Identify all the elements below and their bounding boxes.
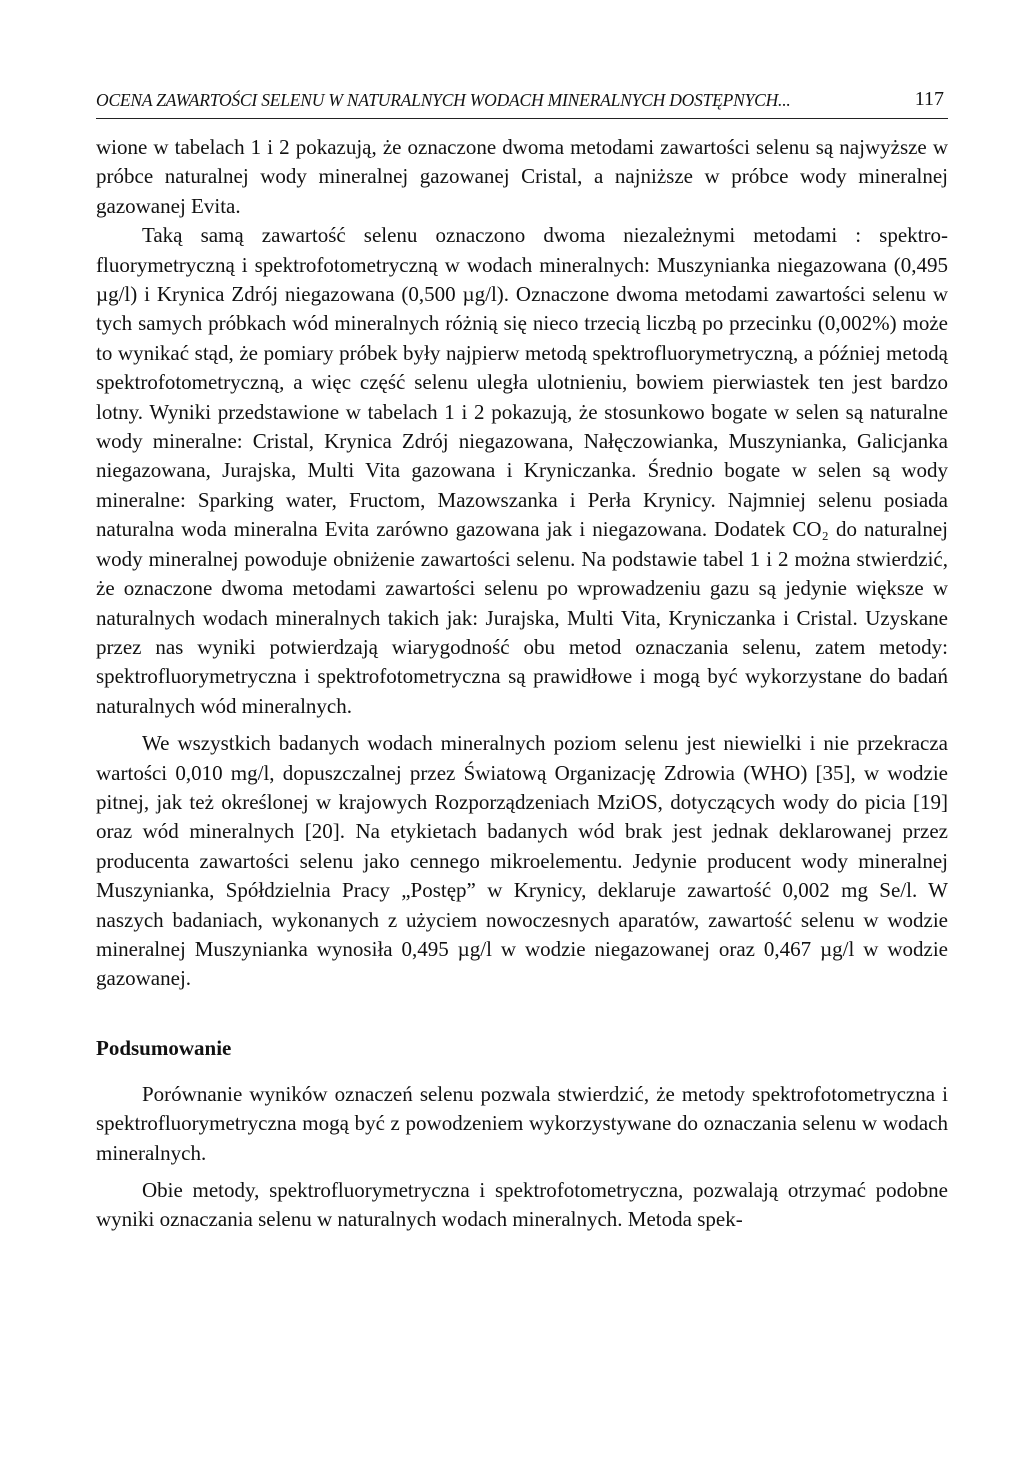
summary-section (96, 1080, 948, 1235)
summary-paragraph-1: Porównanie wyników oznaczeń selenu pozwala stwierdzić, że metody spektrofotometryczna i spektrofluorymetryczna mogą być z powodzeniem wykorzystywane do oznaczania selenu w wodach mineralnych. (96, 1081, 948, 1165)
document-page (96, 84, 948, 1235)
paragraph-who-limits: We wszystkich badanych wodach mineralnych poziom selenu jest niewielki i nie przekracza wartości 0,010 mg/l, dopuszczalnej przez Światową Organizację Zdrowia (WHO) [35], w wodzie pitnej, jak też określonej w krajowych Rozporządzeniach MziOS, dotyczących wody do picia [19] oraz wód mineralnych [20]. Na etykietach badanych wód brak jest jednak deklarowanej przez producenta zawartości selenu jako cennego mikroelementu. Jedynie producent wody mineralnej Muszynianka, Spółdzielnia Pracy „Postęp” w Krynicy, deklaruje zawartość 0,002 mg Se/l. W naszych badaniach, wykonanych z użyciem nowoczesnych aparatów, zawartość selenu w wodzie mineralnej Muszynianka wynosiła 0,495 µg/l w wodzie niegazowanej oraz 0,467 µg/l w wodzie gazowanej. (96, 731, 948, 991)
paragraph-methods-comparison: Taką samą zawartość selenu oznaczono dwoma niezależnymi metodami : spektrofluorymetryczną i spektrofotometryczną w wodach mineralnych: Muszynianka niegazowana (0,495 µg/l) i Krynica Zdrój niegazowana (0,500 µg/l). Oznaczone dwoma metodami zawartości selenu w tych samych próbkach wód mineralnych różnią się nieco trzecią liczbą po przecinku (0,002%) może to wynikać stąd, że pomiary próbek były najpierw metodą spektrofluorymetryczną, a później metodą spektrofotometryczną, a więc część selenu uległa ulotnieniu, bowiem pierwiastek ten jest bardzo lotny. Wyniki przedstawione w tabelach 1 i 2 pokazują, że stosunkowo bogate w selen są naturalne wody mineralne: Cristal, Krynica Zdrój niegazowana, Nałęczowianka, Muszynianka, Galicjanka niegazowana, Jurajska, Multi Vita gazowana i Kryniczanka. Średnio bogate w selen są wody mineralne: Sparking water, Fructom, Mazowszanka i Perła Krynicy. Najmniej selenu posiada naturalna woda mineralna Evita zarówno gazowana jak i niegazowana. Dodatek CO₂ do naturalnej wody mineralnej powoduje obniżenie zawartości selenu. Na podstawie tabel 1 i 2 można stwierdzić, że oznaczone dwoma metodami zawartości selenu po wprowadzeniu gazu są jedynie większe w naturalnych wodach mineralnych takich jak: Jurajska, Multi Vita, Kryniczanka i Cristal. Uzyskane przez nas wyniki potwierdzają wiarygodność obu metod oznaczania selenu, zatem metody: spektrofluorymetryczna i spektrofotometryczna są prawidłowe i mogą być wykorzystane do badań naturalnych wód mineralnych. (96, 223, 948, 718)
body-text (96, 133, 948, 1235)
running-header (96, 84, 948, 119)
paragraph-continuation: wione w tabelach 1 i 2 pokazują, że oznaczone dwoma metodami zawartości selenu są najwyższe w próbce naturalnej wody mineralnej gazowanej Cristal, a najniższe w próbce wody mineralnej gazowanej Evita. (96, 135, 948, 218)
page-number: 117 (914, 88, 944, 110)
summary-paragraph-2: Obie metody, spektrofluorymetryczna i spektrofotometryczna, pozwalają otrzymać podobne wyniki oznaczania selenu w naturalnych wodach mineralnych. Metoda spek- (96, 1178, 948, 1232)
section-heading-summary: Podsumowanie (96, 1035, 232, 1060)
running-title: OCENA ZAWARTOŚCI SELENU W NATURALNYCH WODACH MINERALNYCH DOSTĘPNYCH... (96, 90, 791, 110)
